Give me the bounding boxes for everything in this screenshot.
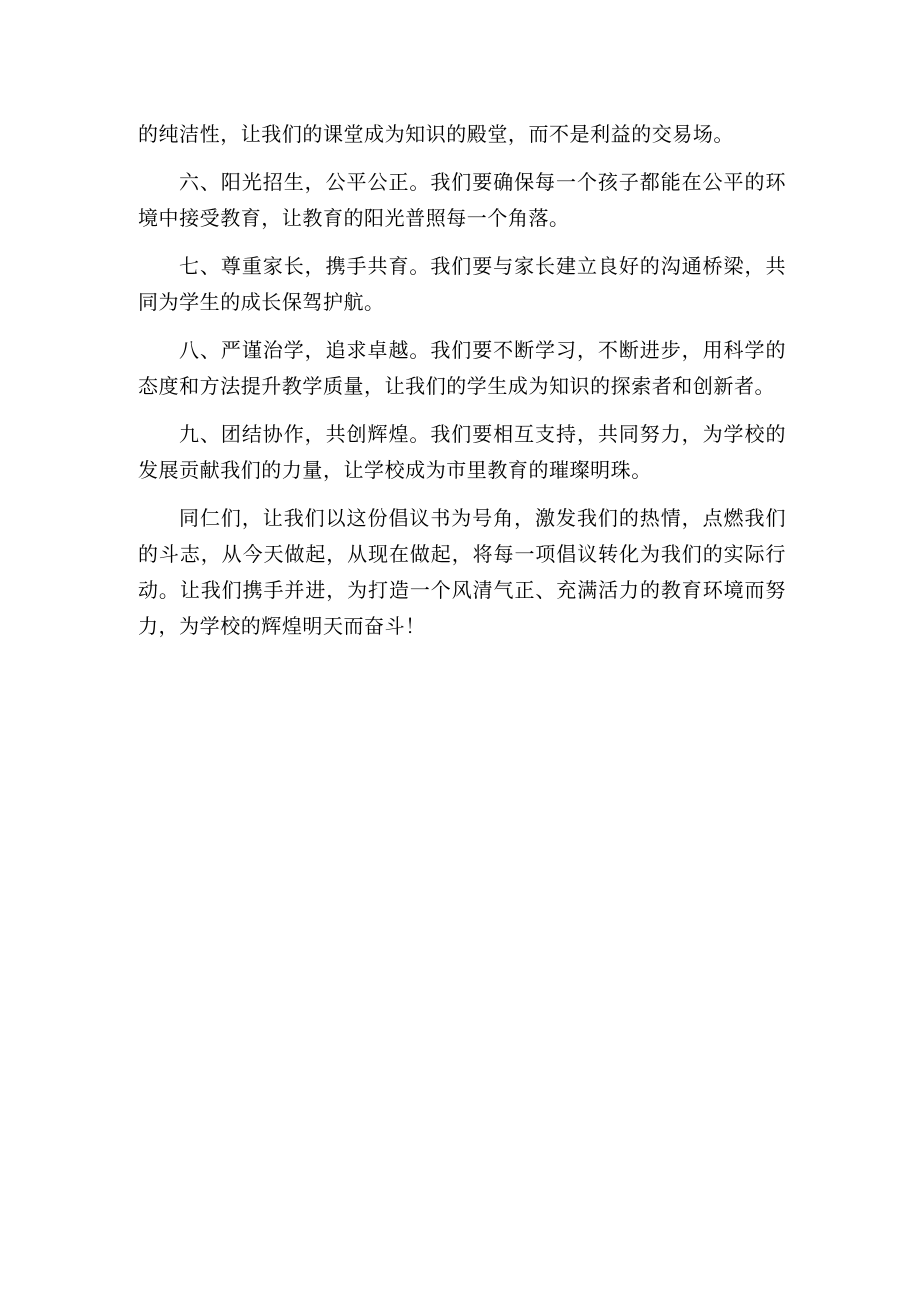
paragraph-item-six: 六、阳光招生，公平公正。我们要确保每一个孩子都能在公平的环境中接受教育，让教育的阳光普照每一个角落。 <box>138 170 786 230</box>
document-body <box>138 116 786 656</box>
paragraph-item-seven: 七、尊重家长，携手共育。我们要与家长建立良好的沟通桥梁，共同为学生的成长保驾护航。 <box>138 254 786 314</box>
paragraph-continuation: 的纯洁性，让我们的课堂成为知识的殿堂，而不是利益的交易场。 <box>138 122 734 146</box>
paragraph-item-eight: 八、严谨治学，追求卓越。我们要不断学习，不断进步，用科学的态度和方法提升教学质量，让我们的学生成为知识的探索者和创新者。 <box>138 338 786 398</box>
paragraph-item-nine: 九、团结协作，共创辉煌。我们要相互支持，共同努力，为学校的发展贡献我们的力量，让学校成为市里教育的璀璨明珠。 <box>138 422 786 482</box>
paragraph-closing: 同仁们，让我们以这份倡议书为号角，激发我们的热情，点燃我们的斗志，从今天做起，从现在做起，将每一项倡议转化为我们的实际行动。让我们携手并进，为打造一个风清气正、充满活力的教育环境而努力，为学校的辉煌明天而奋斗！ <box>138 506 786 638</box>
